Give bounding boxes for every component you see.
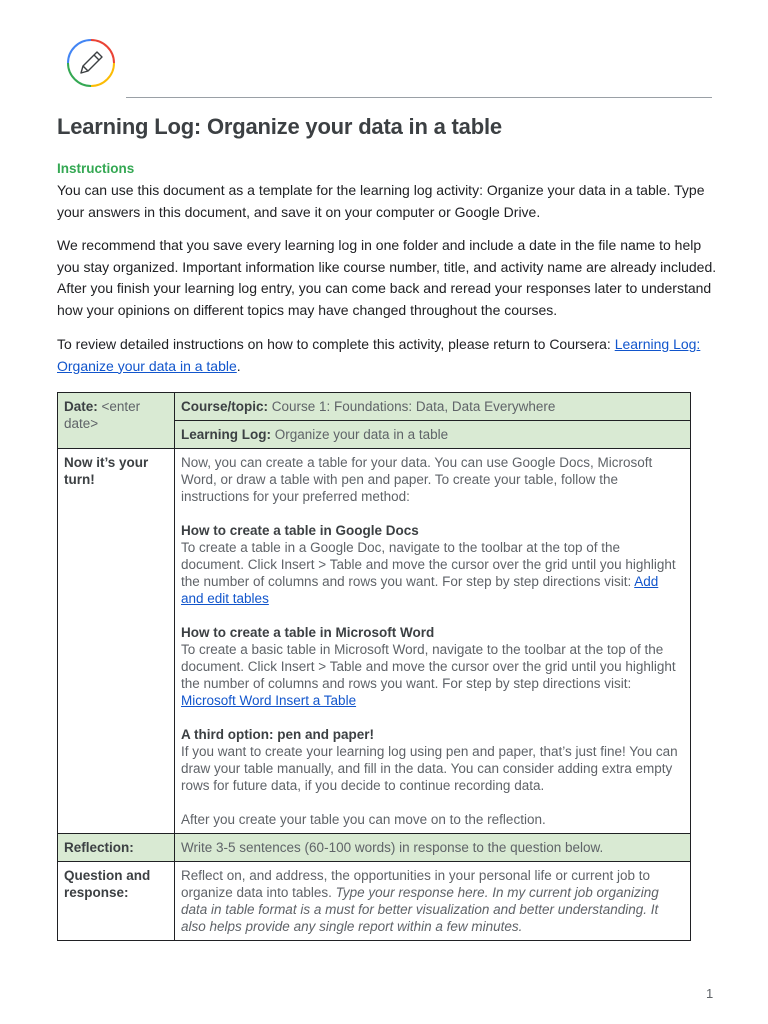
turn-intro: Now, you can create a table for your data. You can use Google Docs, Microsoft Word, or draw a table with pen and paper. To create your table, follow the instructions for your preferred method:: [181, 455, 653, 504]
table-row: [58, 834, 691, 862]
question-response-cell[interactable]: [175, 862, 691, 941]
review-text: To review detailed instructions on how to complete this activity, please return to Coursera:: [57, 336, 615, 352]
course-label: Course/topic:: [181, 399, 269, 414]
pencil-circle-icon: [66, 38, 116, 88]
course-cell: [175, 393, 691, 421]
course-value: Course 1: Foundations: Data, Data Everywhere: [268, 399, 556, 414]
gdocs-text: [181, 539, 684, 607]
turn-label: Now it’s your turn!: [58, 449, 175, 834]
log-value: Organize your data in a table: [271, 427, 449, 442]
intro-paragraph: You can use this document as a template for the learning log activity: Organize your data in a table. Type your answers in this document, and save it on your computer or Google Drive.: [57, 182, 705, 220]
date-value: <enter date>: [64, 399, 141, 431]
table-row: [58, 862, 691, 941]
page-number: 1: [706, 986, 714, 1001]
question-label: Question and response:: [58, 862, 175, 941]
add-edit-tables-link[interactable]: Add and edit tables: [181, 574, 659, 606]
learning-log-table: [57, 392, 691, 941]
page-title: Learning Log: Organize your data in a table: [57, 114, 502, 139]
reflection-label: Reflection:: [58, 834, 175, 862]
turn-content: [175, 449, 691, 834]
response-text[interactable]: Type your response here. In my current job organizing data in table format is a must for better visualization and better understanding. It also helps provide any single report within a few minutes.: [181, 885, 659, 934]
coursera-link[interactable]: Learning Log: Organize your data in a table: [57, 336, 701, 374]
log-cell: [175, 421, 691, 449]
after-text: After you create your table you can move on to the reflection.: [181, 812, 546, 827]
word-heading: How to create a table in Microsoft Word: [181, 625, 435, 640]
header-divider: [126, 97, 712, 98]
table-row: [58, 393, 691, 421]
pen-text: If you want to create your learning log using pen and paper, that’s just fine! You can draw your table manually, and fill in the data. You can consider adding extra empty rows for future data, if you decide to continue recording data.: [181, 744, 678, 793]
recommendation-paragraph: We recommend that you save every learning log in one folder and include a date in the file name to help you stay organized. Important information like course number, title, and activity name are already included. After you finish your learning log entry, you can come back and reread your responses later to understand how your opinions on different topics may have changed throughout the courses.: [57, 237, 717, 318]
gdocs-body: To create a table in a Google Doc, navigate to the toolbar at the top of the document. Click Insert > Table and move the cursor over the grid until you highlight the number of columns and rows you want. For step by step directions visit:: [181, 540, 676, 589]
word-insert-table-link[interactable]: Microsoft Word Insert a Table: [181, 693, 357, 708]
table-row: [58, 449, 691, 834]
question-prompt: Reflect on, and address, the opportunities in your personal life or current job to organize data into tables.: [181, 868, 651, 900]
gdocs-heading: How to create a table in Google Docs: [181, 523, 419, 538]
date-label: Date:: [64, 399, 98, 414]
date-cell[interactable]: [58, 393, 175, 449]
instructions-heading: Instructions: [57, 161, 135, 176]
review-paragraph: [57, 334, 717, 377]
reflection-value: Write 3-5 sentences (60-100 words) in response to the question below.: [175, 834, 691, 862]
pen-heading: A third option: pen and paper!: [181, 727, 374, 742]
review-suffix: .: [236, 357, 241, 374]
word-text: [181, 641, 684, 709]
word-body: To create a basic table in Microsoft Word, navigate to the toolbar at the top of the document. Click Insert > Table and move the cursor over the grid until you highlight the number of columns and rows you want. For step by step directions visit:: [181, 642, 676, 691]
log-label: Learning Log:: [181, 427, 271, 442]
